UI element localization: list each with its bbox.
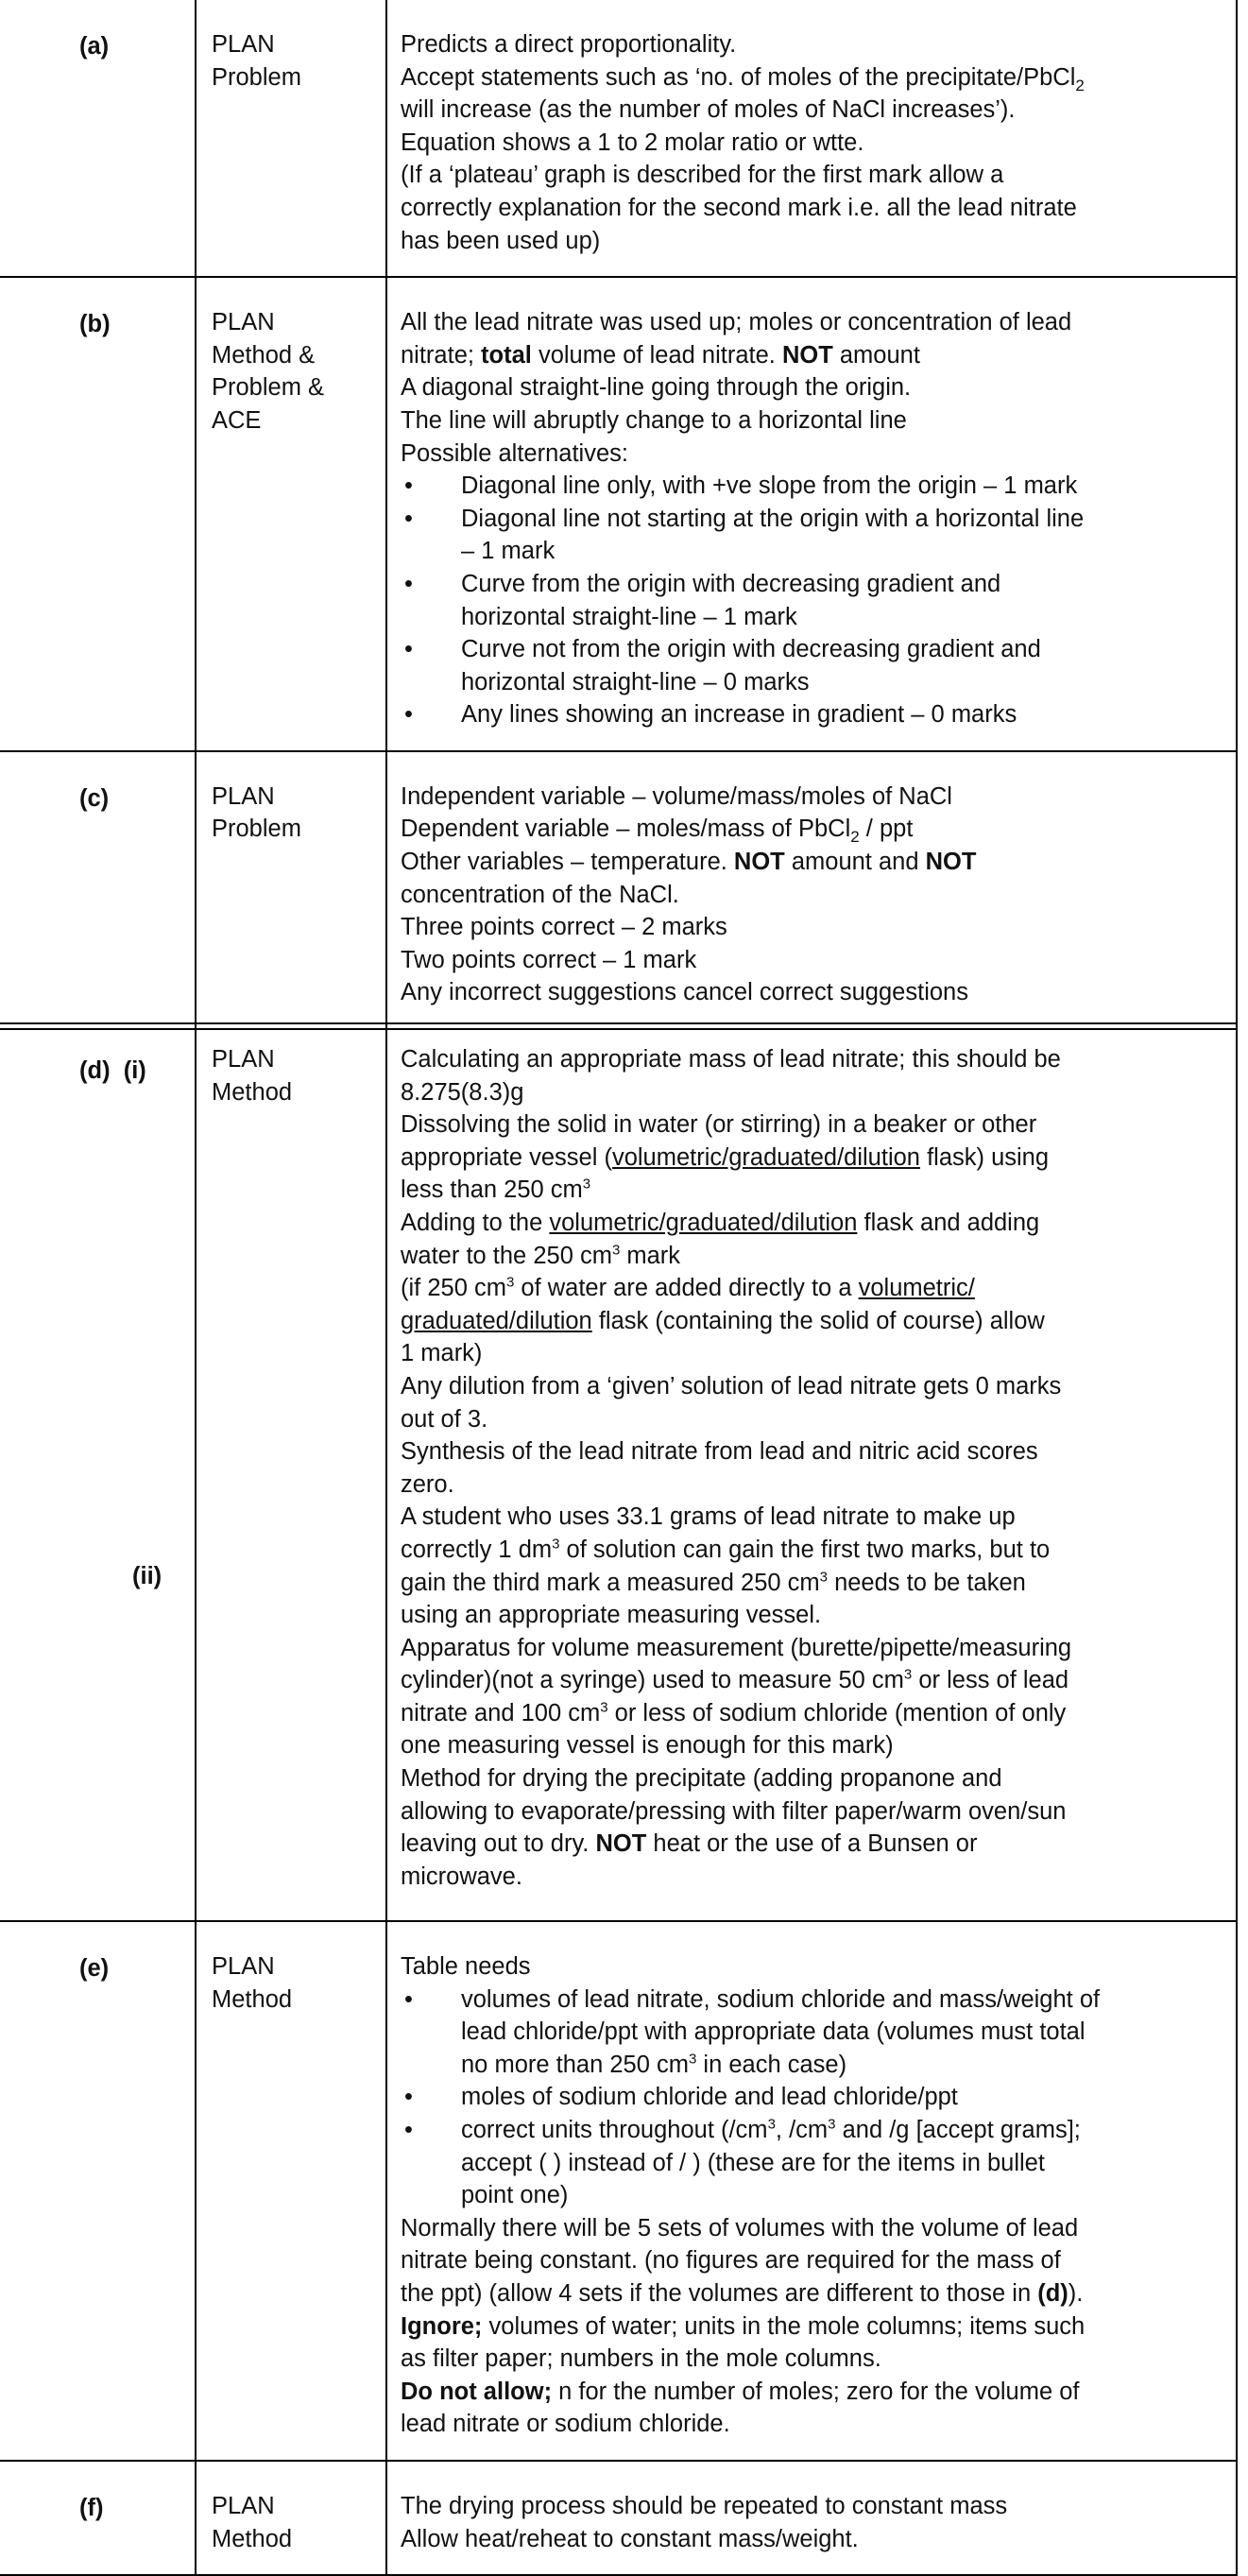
question-label-b: (b) bbox=[79, 311, 111, 338]
assessment-type-e: PLAN Method bbox=[212, 1953, 293, 2013]
assessment-type-c: PLAN Problem bbox=[212, 782, 301, 843]
row-e bbox=[0, 1921, 1237, 2461]
question-label-d-ii: (ii) bbox=[132, 1562, 162, 1589]
question-label-c: (c) bbox=[79, 784, 110, 812]
marking-guidance-f: The drying process should be repeated to constant mass Allow heat/reheat to constant mass/weight. bbox=[401, 2492, 1008, 2552]
marking-guidance-c: Independent variable – volume/mass/moles of NaCl Dependent variable – moles/mass of PbCl$_2$ / ppt Other variables – temperature. NOT amount and NOT concentration of the NaCl. Three points correct – 2 marks Two points correct – 1 mark Any incorrect suggestions cancel correct suggestions bbox=[401, 782, 977, 1006]
marking-guidance-e: Table needs • volumes of lead nitrate, sodium chloride and mass/weight of lead chloride/ppt with appropriate data (volumes must total no more than 250 $cm^3$ in each case) • moles of sodium chloride and lead chloride/ppt • correct units throughout ($/cm^3$, $/cm^3$ and /g [accept grams]; accept ( ) instead of / ) (these are for the items in bullet point one) Normally there will be 5 sets of volumes with the volume of lead nitrate being constant. (no figures are required for the mass of the ppt) (allow 4 sets if the volumes are different to those in (d)). Ignore; volumes of water; units in the mole columns; items such as filter paper; numbers in the mole columns. Do not allow; n for the number of moles; zero for the volume of lead nitrate or sodium chloride. bbox=[387, 1922, 1236, 2460]
alternative-item: • Any lines showing an increase in gradient – 0 marks bbox=[404, 701, 1017, 729]
row-b bbox=[0, 277, 1237, 751]
assessment-type-a: PLAN Problem bbox=[212, 31, 301, 91]
marking-guidance-d: Calculating an appropriate mass of lead nitrate; this should be 8.275(8.3)g Dissolving the solid in water (or stirring) in a beaker or other appropriate vessel (volumetric/graduated/dilution flask) using less than 250 $cm^3$ Adding to the volumetric/graduated/dilution flask and adding water to the 250 $cm^3$ mark (if 250 $cm^3$ of water are added directly to a volumetric/ graduated/dilution flask (containing the solid of course) allow 1 mark) Any dilution from a ‘given’ solution of lead nitrate gets 0 marks out of 3. Synthesis of the lead nitrate from lead and nitric acid scores zero. A student who uses 33.1 grams of lead nitrate to make up correctly 1 $dm^3$ of solution can gain the first two marks, but to gain the third mark a measured 250 $cm^3$ needs to be taken using an appropriate measuring vessel. Apparatus for volume measurement (burette/pipette/measuring cylinder)(not a syringe) used to measure 50 $cm^3$ or less of lead nitrate and 100 $cm^3$ or less of sodium chloride (mention of only one measuring vessel is enough for this mark) Method for drying the precipitate (adding propanone and allowing to evaporate/pressing with filter paper/warm oven/sun leaving out to dry. NOT heat or the use of a Bunsen or microwave. bbox=[401, 1046, 1072, 1890]
assessment-type-b: PLAN Method & Problem & ACE bbox=[212, 309, 325, 434]
marking-guidance-b: All the lead nitrate was used up; moles or concentration of lead nitrate; total volume of lead nitrate. NOT amount A diagonal straight-line going through the origin. The line will abruptly change to a horizontal line Possible alternatives: • Diagonal line only, with +ve slope from the origin – 1 mark • Diagonal line not starting at the origin with a horizontal line – 1 mark • Curve from the origin with decreasing gradient and horizontal straight-line – 1 mark • Curve not from the origin with decreasing gradient and horizontal straight-line – 0 marks • Any lines showing an increase in gradient – 0 marks bbox=[387, 278, 1236, 750]
requirement-item: • volumes of lead nitrate, sodium chloride and mass/weight of lead chloride/ppt with appropriate data (volumes must total no more than 250 $cm^3$ in each case) bbox=[404, 1985, 1101, 2078]
question-label-e: (e) bbox=[79, 1955, 110, 1982]
row-a bbox=[0, 0, 1237, 277]
row-c bbox=[0, 751, 1237, 1029]
row-f bbox=[0, 2461, 1237, 2575]
assessment-type-d: PLAN Method bbox=[212, 1046, 293, 1106]
alternative-item: • Diagonal line not starting at the origin with a horizontal line – 1 mark bbox=[404, 505, 1085, 565]
alternative-item: • Curve from the origin with decreasing gradient and horizontal straight-line – 1 mark bbox=[404, 570, 1001, 630]
mark-scheme-table-1 bbox=[0, 0, 1238, 1030]
mark-scheme-table-2 bbox=[0, 1022, 1238, 2576]
marking-guidance-a: Predicts a direct proportionality. Accept statements such as ‘no. of moles of the precipitate/PbCl$_2$ will increase (as the number of moles of NaCl increases’). Equation shows a 1 to 2 molar ratio or wtte. (If a ‘plateau’ graph is described for the first mark allow a correctly explanation for the second mark i.e. all the lead nitrate has been used up) bbox=[401, 31, 1085, 254]
requirement-item: • moles of sodium chloride and lead chloride/ppt bbox=[404, 2084, 958, 2111]
question-label-a: (a) bbox=[79, 33, 110, 60]
question-label-f: (f) bbox=[79, 2494, 104, 2521]
question-label-d-i: (i) bbox=[123, 1057, 146, 1084]
assessment-type-f: PLAN Method bbox=[212, 2492, 293, 2552]
alternative-item: • Diagonal line only, with +ve slope from the origin – 1 mark bbox=[404, 472, 1078, 500]
requirement-item: • correct units throughout ($/cm^3$, $/cm^3$ and /g [accept grams]; accept ( ) instead of / ) (these are for the items in bullet point one) bbox=[404, 2116, 1081, 2209]
row-d bbox=[0, 1023, 1237, 1921]
question-label-d: (d) (i) bbox=[79, 1057, 146, 1084]
alternative-item: • Curve not from the origin with decreasing gradient and horizontal straight-line – 0 marks bbox=[404, 636, 1041, 696]
